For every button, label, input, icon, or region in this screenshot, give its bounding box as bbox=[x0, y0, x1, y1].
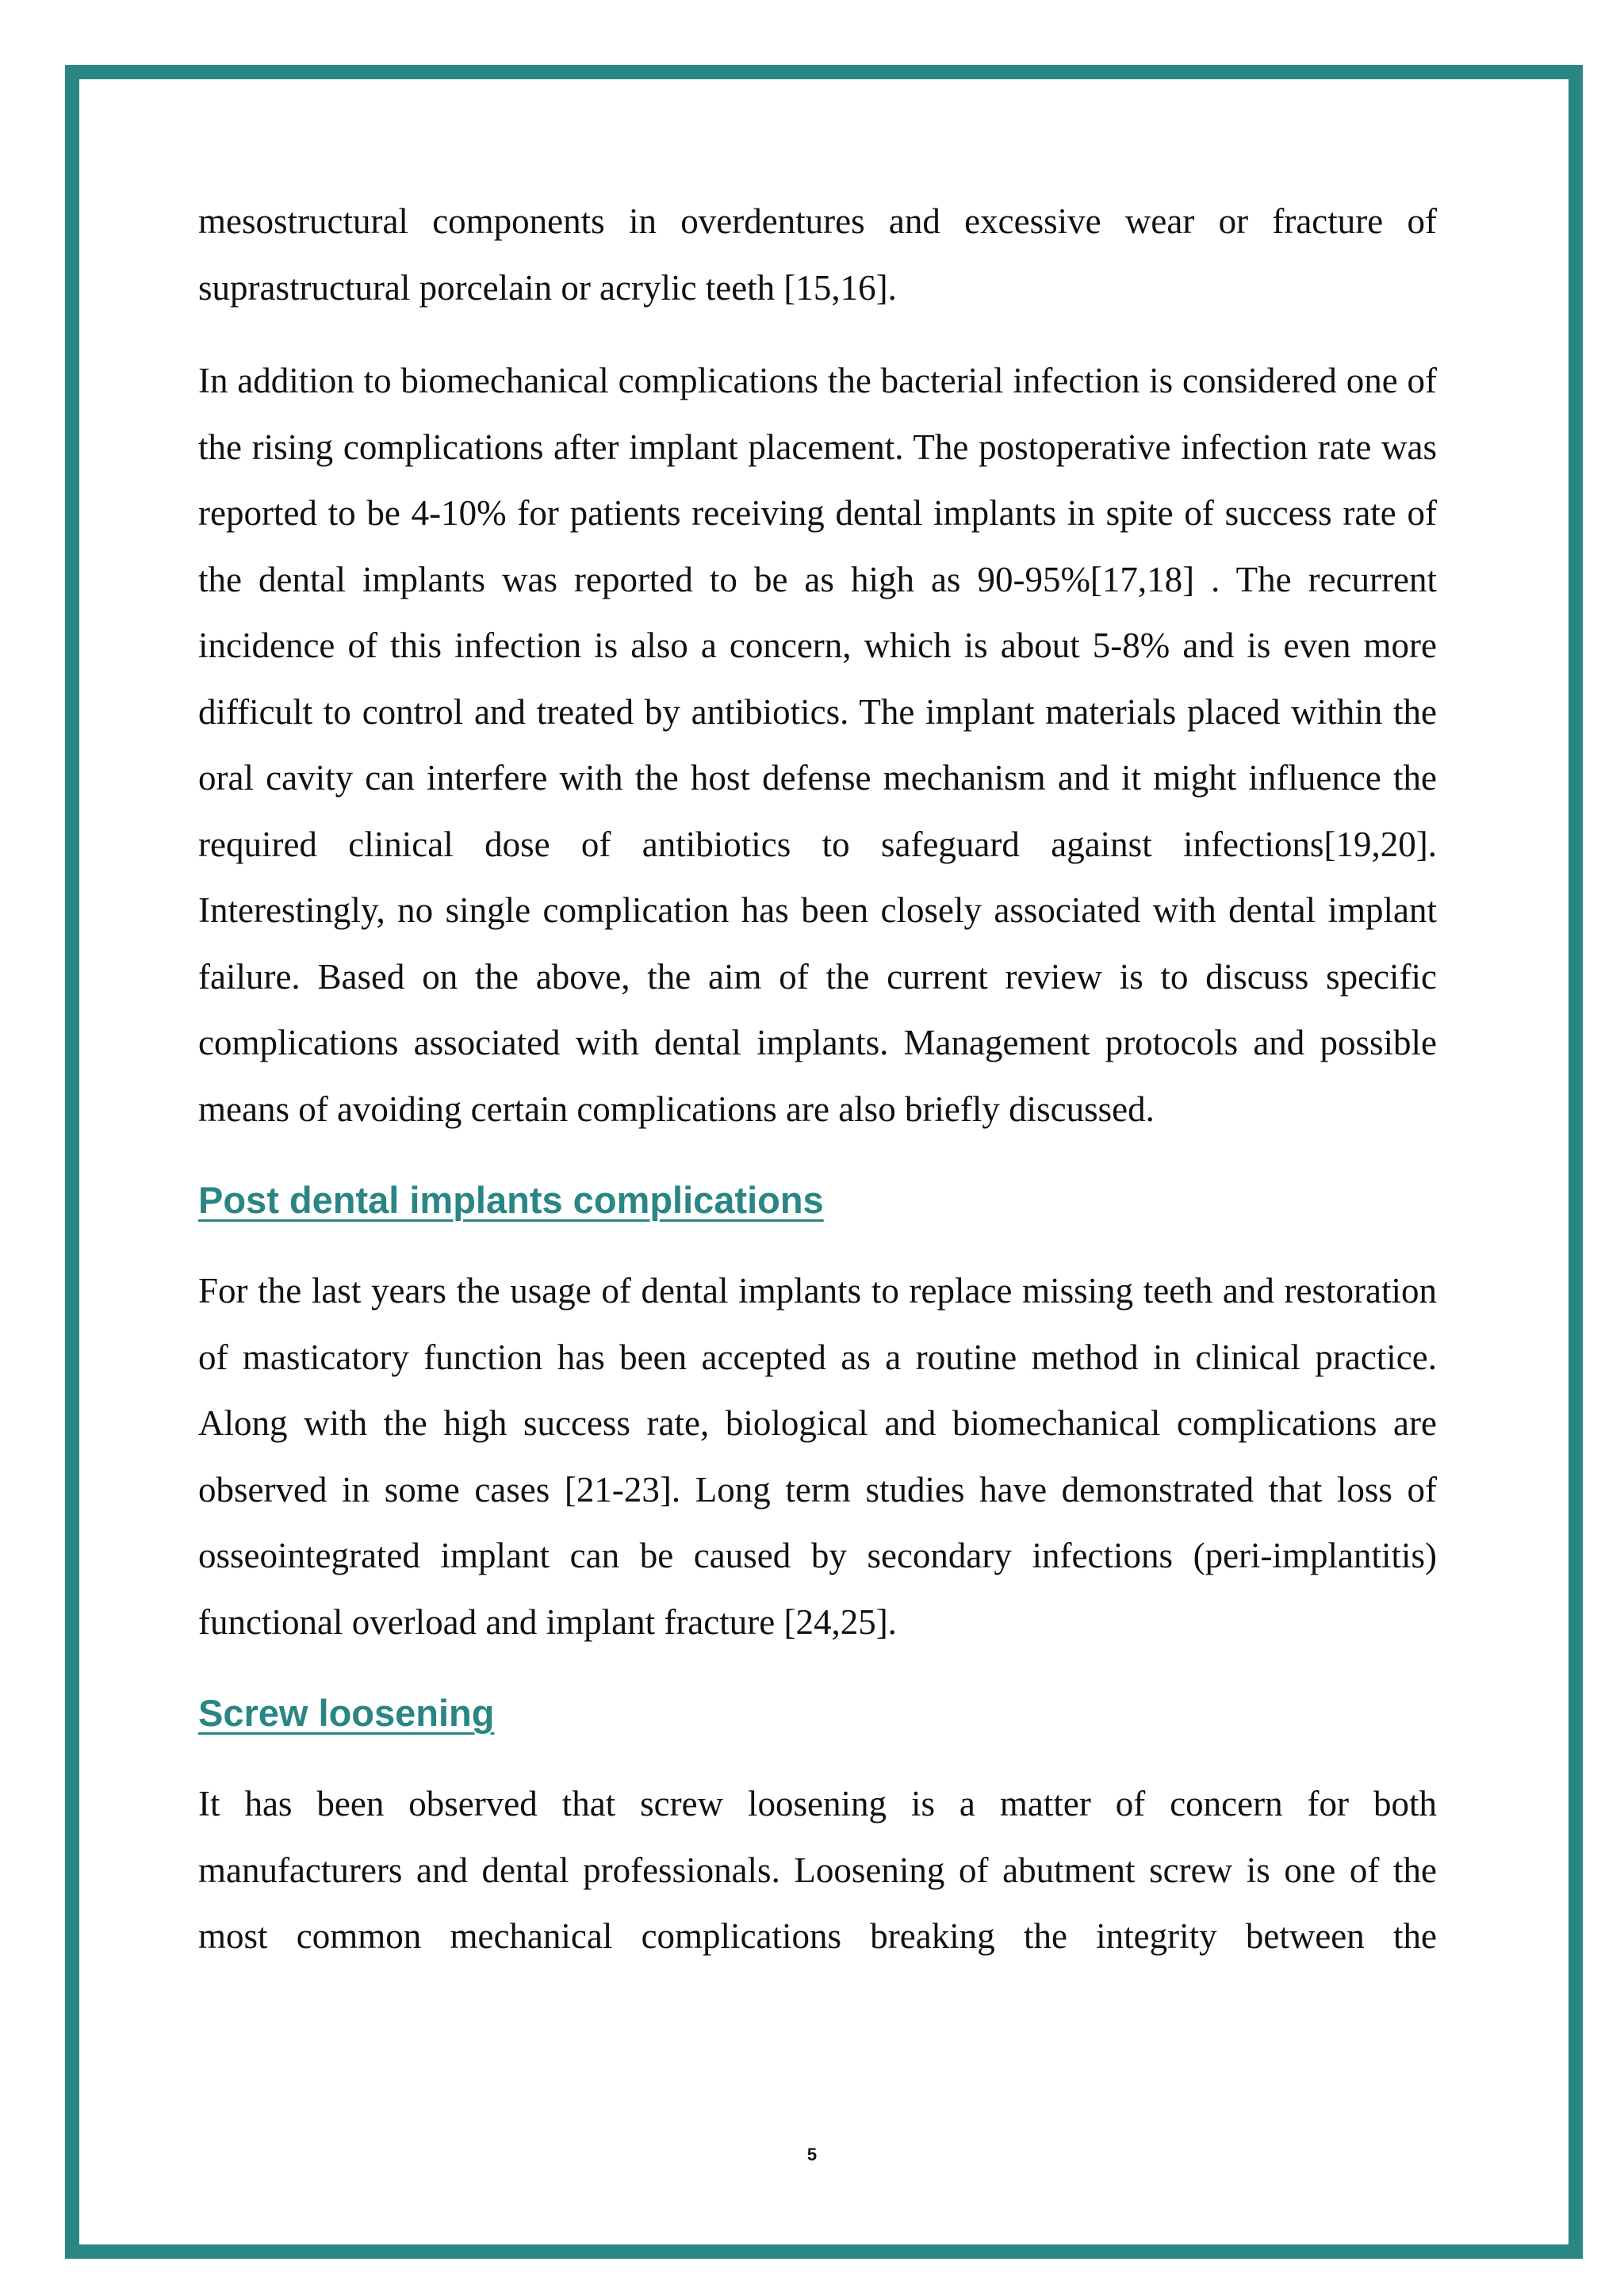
section-heading-screw-loosening: Screw loosening bbox=[198, 1692, 495, 1734]
paragraph-continued: mesostructural components in overdentures and excessive wear or fracture of suprastructural porcelain or acrylic teeth [15,16]. bbox=[198, 201, 1437, 308]
page-number: 5 bbox=[806, 2145, 818, 2164]
page-content bbox=[198, 189, 1437, 1970]
paragraph-screw-loosening: It has been observed that screw loosening is a matter of concern for both manufacturers and dental professionals. Loosening of abutment screw is one of the most common mechanical complications breaking the integrity between the bbox=[198, 1784, 1437, 1956]
section-heading-post-complications: Post dental implants complications bbox=[198, 1179, 824, 1221]
paragraph-intro: In addition to biomechanical complications the bacterial infection is considered one of the rising complications after implant placement. The postoperative infection rate was reported to be 4-10% for patients receiving dental implants in spite of success rate of the dental implants was reported to be as high as 90-95%[17,18] . The recurrent incidence of this infection is also a concern, which is about 5-8% and is even more difficult to control and treated by antibiotics. The implant materials placed within the oral cavity can interfere with the host defense mechanism and it might influence the required clinical dose of antibiotics to safeguard against infections[19,20]. Interestingly, no single complication has been closely associated with dental implant failure. Based on the above, the aim of the current review is to discuss specific complications associated with dental implants. Management protocols and possible means of avoiding certain complications are also briefly discussed. bbox=[198, 361, 1437, 1129]
paragraph-post-complications: For the last years the usage of dental implants to replace missing teeth and restoration of masticatory function has been accepted as a routine method in clinical practice. Along with the high success rate, biological and biomechanical complications are observed in some cases [21-23]. Long term studies have demonstrated that loss of osseointegrated implant can be caused by secondary infections (peri-implantitis) functional overload and implant fracture [24,25]. bbox=[198, 1271, 1437, 1642]
